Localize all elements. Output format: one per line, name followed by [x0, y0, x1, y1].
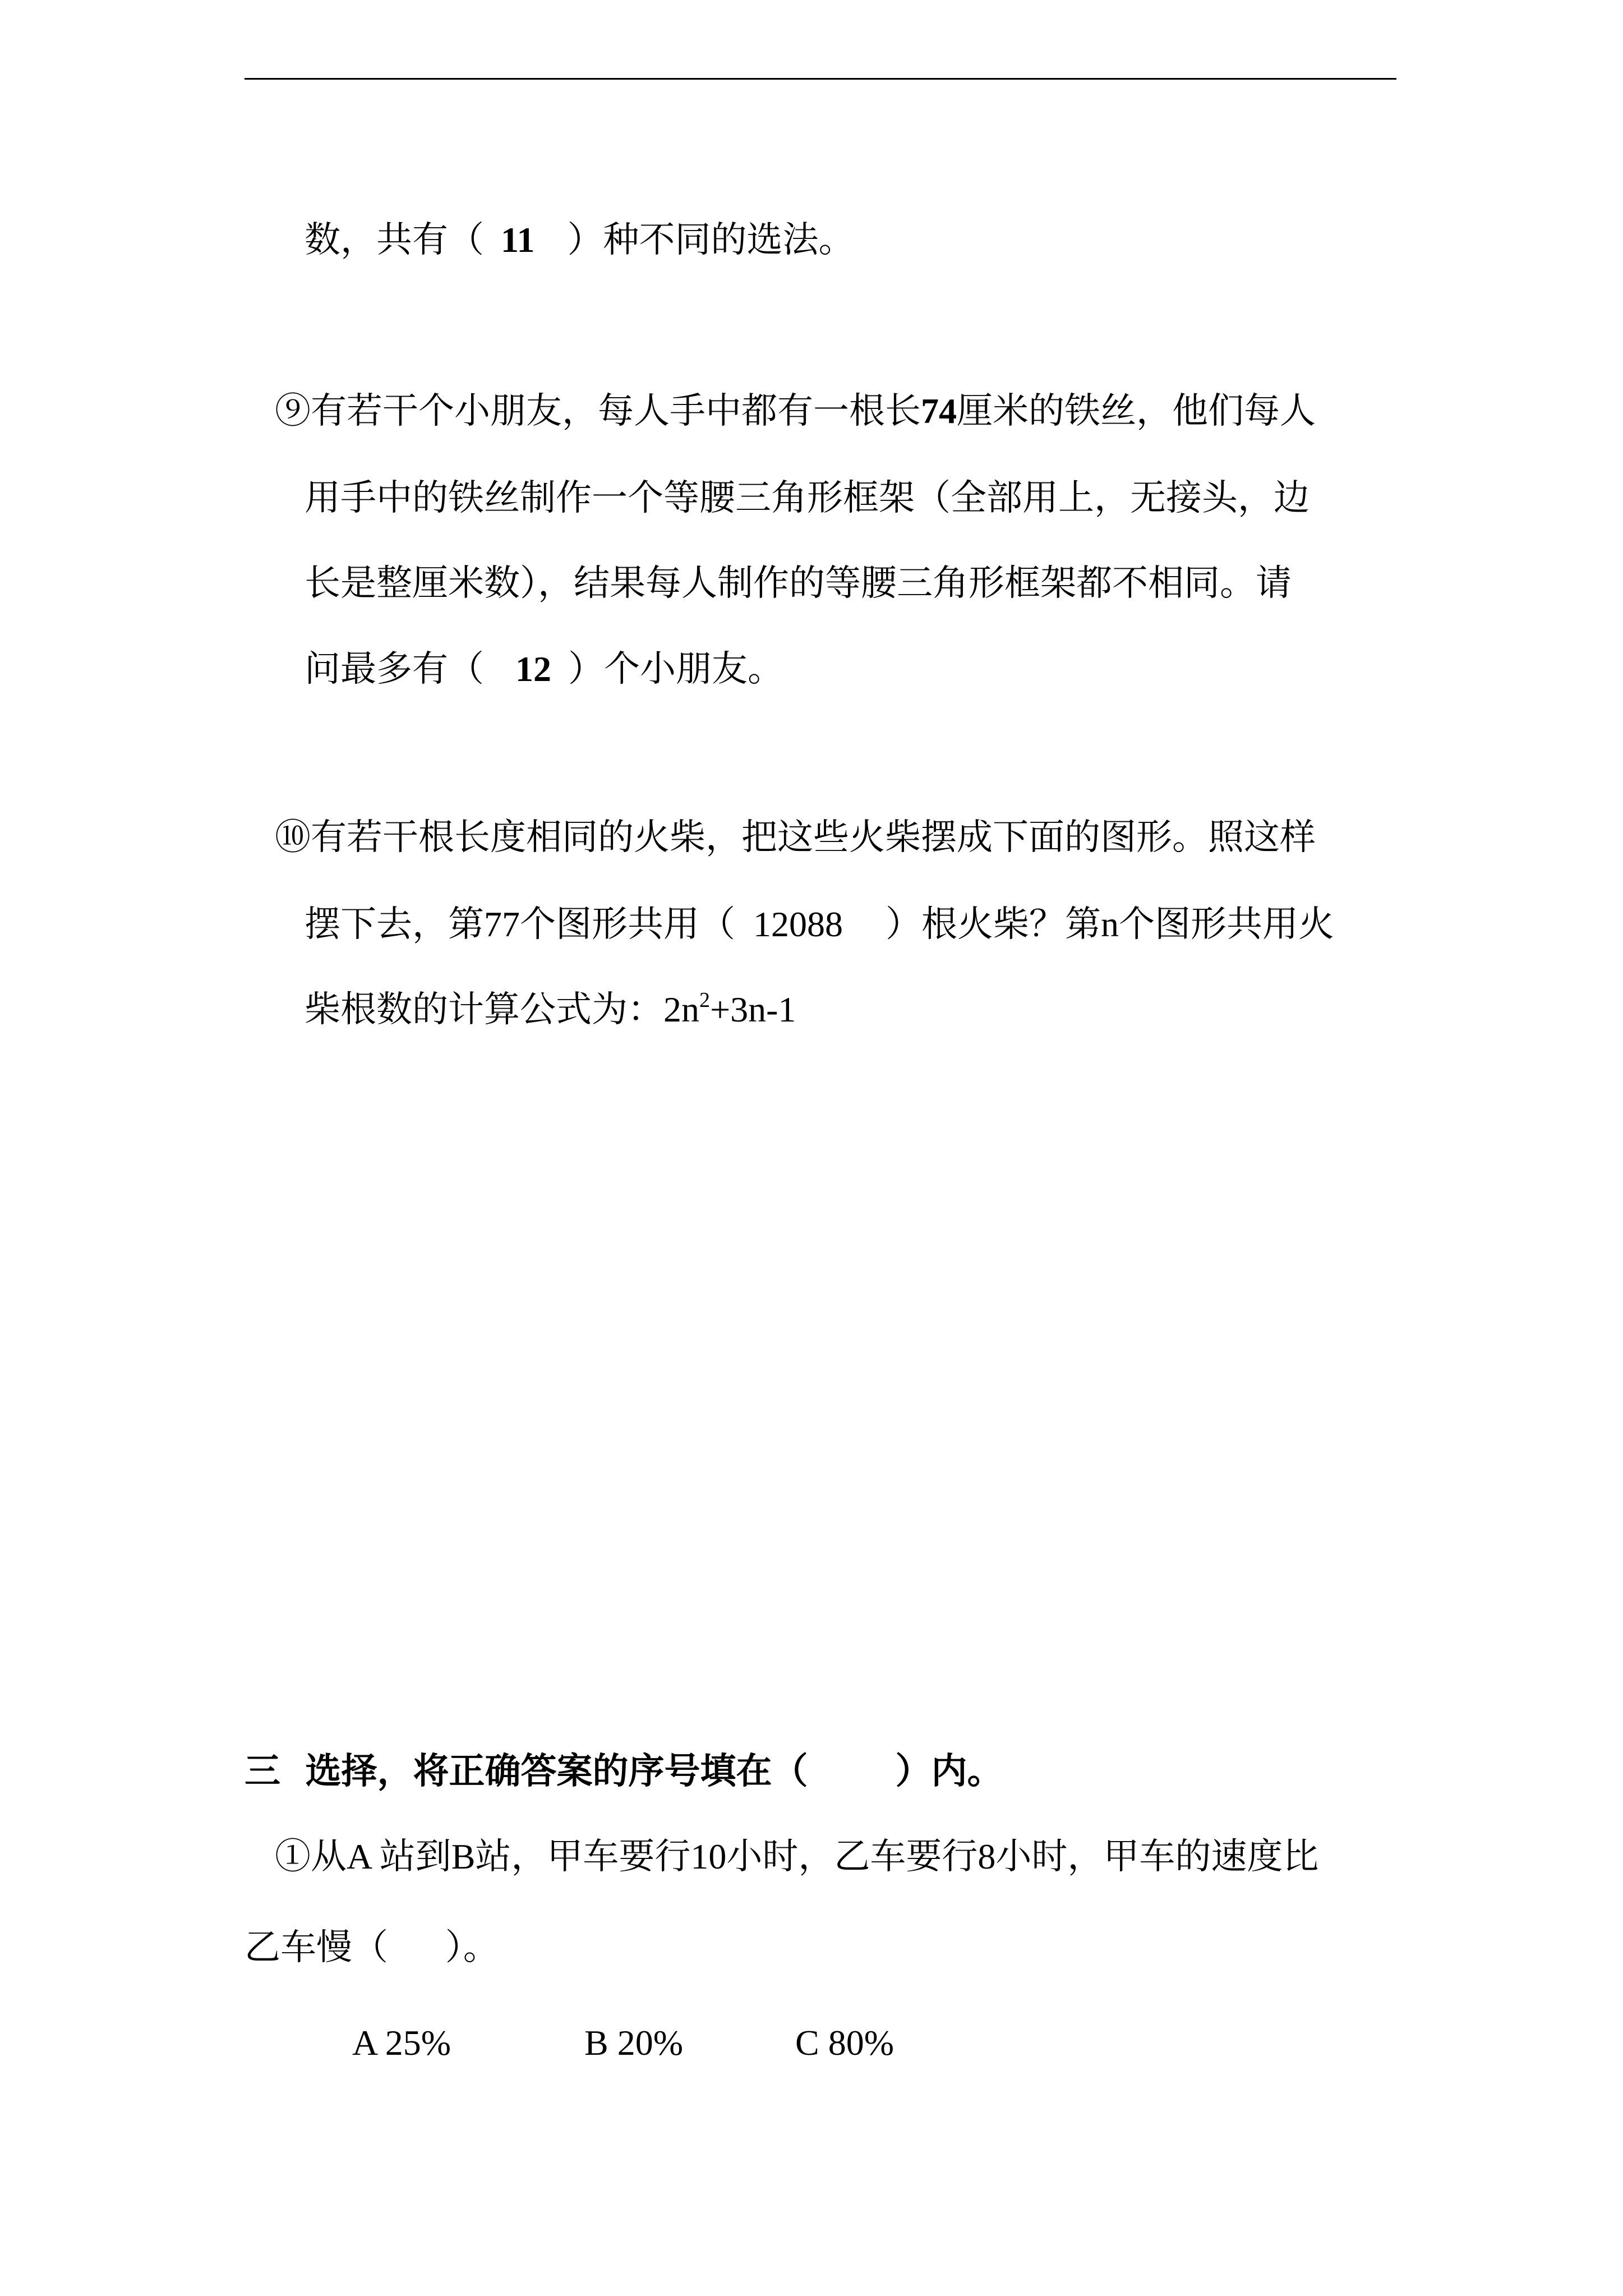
s3-q1-text-a: ①从: [275, 1836, 347, 1878]
q9-line-1: [275, 389, 1316, 434]
q9-text-2: 用手中的铁丝制作一个等腰三角形框架（全部用上，无接头，边: [305, 477, 1310, 519]
q9-answer: 12: [515, 649, 551, 689]
q9-text-4b: ）个小朋友。: [568, 648, 783, 690]
q9-line-4: [305, 647, 783, 692]
q10-n: n: [1101, 904, 1119, 944]
q10-line-2: [305, 902, 1334, 947]
q9-text-4a: 问最多有（: [305, 648, 484, 690]
s3-q1-station-b: B: [451, 1837, 476, 1876]
q10-answer: 12088: [753, 904, 843, 944]
q10-text-3a: 柴根数的计算公式为：: [305, 989, 663, 1030]
q10-text-1: ⑩有若干根长度相同的火柴，把这些火柴摆成下面的图形。照这样: [275, 817, 1316, 858]
s3-q1-line-1: [275, 1834, 1318, 1879]
s3-q1-text-b: 站，甲车要行: [475, 1836, 691, 1878]
option-b[interactable]: B 20%: [584, 2023, 683, 2063]
section-3-heading: [245, 1749, 1003, 1794]
s3-q1-text-d: 小时，甲车的速度比: [995, 1836, 1319, 1878]
q8-text-b: ）种不同的选法。: [567, 219, 855, 261]
q9-line-3: [305, 561, 1292, 606]
q10-formula-b: +3n-1: [710, 990, 796, 1029]
q10-line-3: [305, 987, 796, 1032]
s3-q1-text-c: 小时，乙车要行: [726, 1836, 978, 1878]
q10-text-2d: 个图形共用火: [1119, 904, 1334, 945]
s3-q1-text-2: 乙车慢（ ）。: [245, 1927, 499, 1968]
q10-formula-exponent: 2: [699, 988, 710, 1012]
q10-text-2a: 摆下去，第: [305, 904, 484, 945]
q10-line-1: [275, 815, 1316, 860]
s3-q1-station-a: A 站到: [347, 1837, 451, 1876]
q9-text-b: 厘米的铁丝，他们每人: [957, 390, 1316, 432]
s3-q1-options: [352, 2021, 894, 2065]
q9-text-3: 长是整厘米数），结果每人制作的等腰三角形框架都不相同。请: [305, 563, 1292, 604]
q10-text-2c: ）根火柴？第: [886, 904, 1101, 945]
section-3-heading-text: 三 选择，将正确答案的序号填在（ ）内。: [245, 1750, 1003, 1792]
header-rule: [245, 78, 1396, 80]
q10-formula-a: 2n: [663, 990, 699, 1029]
q8-answer: 11: [501, 220, 535, 260]
option-c[interactable]: C 80%: [795, 2023, 894, 2063]
q9-wire-length: 74: [921, 391, 957, 431]
s3-q1-hours-a: 10: [690, 1837, 727, 1876]
q9-line-2: [305, 476, 1310, 521]
q8-continuation: [305, 218, 854, 263]
option-a[interactable]: A 25%: [352, 2023, 451, 2063]
q10-figure-number: 77: [484, 904, 520, 944]
q8-text-a: 数，共有（: [305, 219, 484, 261]
s3-q1-line-2: [245, 1925, 499, 1970]
q9-text-a: ⑨有若干个小朋友，每人手中都有一根长: [275, 390, 921, 432]
s3-q1-hours-b: 8: [978, 1837, 996, 1876]
q10-text-2b: 个图形共用（: [520, 904, 735, 945]
